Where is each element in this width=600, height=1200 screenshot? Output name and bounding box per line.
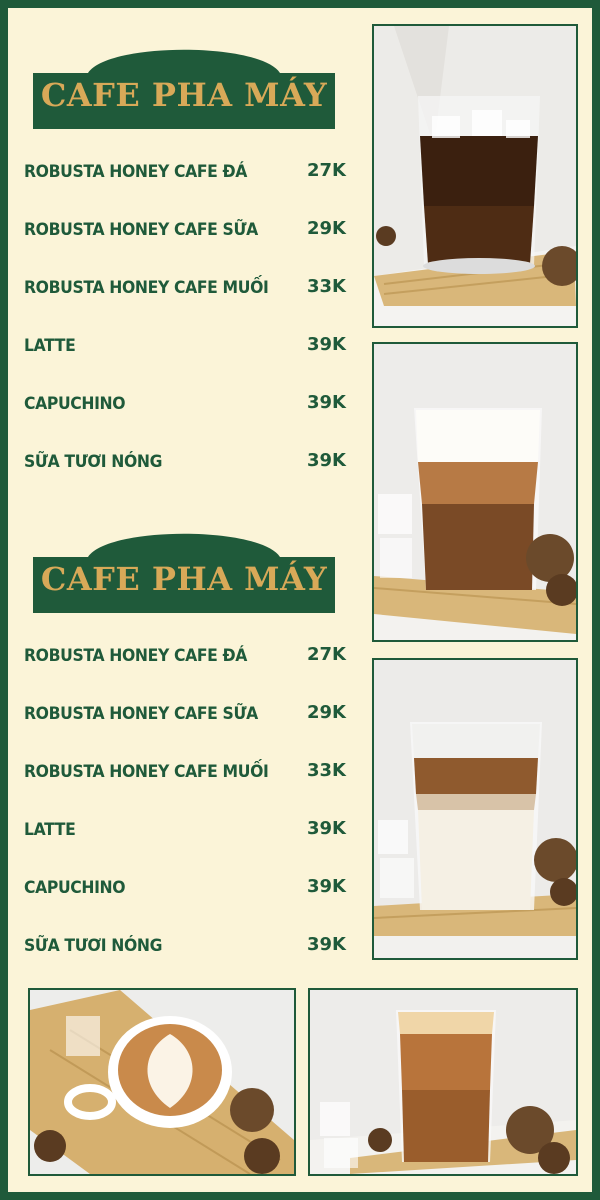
item-price: 39K <box>307 934 346 955</box>
menu-item <box>24 216 346 246</box>
item-name: ROBUSTA HONEY CAFE MUỐI <box>24 278 269 298</box>
section-title: CAFE PHA MÁY <box>40 560 328 598</box>
item-price: 39K <box>307 392 346 413</box>
menu-item <box>24 816 346 846</box>
menu-item <box>24 642 346 672</box>
item-name: ROBUSTA HONEY CAFE SỮA <box>24 220 258 240</box>
item-name: LATTE <box>24 820 76 840</box>
item-price: 39K <box>307 450 346 471</box>
item-name: ROBUSTA HONEY CAFE ĐÁ <box>24 646 248 666</box>
item-price: 39K <box>307 334 346 355</box>
menu-item <box>24 158 346 188</box>
item-price: 33K <box>307 760 346 781</box>
menu-item <box>24 390 346 420</box>
iced-milk-coffee-photo <box>372 342 578 642</box>
latte-art-photo <box>28 988 296 1176</box>
section-banner <box>24 514 344 620</box>
menu-item <box>24 332 346 362</box>
iced-milk-coffee-glass-icon <box>310 990 576 1174</box>
item-name: SỮA TƯƠI NÓNG <box>24 936 163 956</box>
item-price: 29K <box>307 218 346 239</box>
menu-item <box>24 700 346 730</box>
item-price: 27K <box>307 644 346 665</box>
section-title: CAFE PHA MÁY <box>40 76 328 114</box>
menu-item <box>24 932 346 962</box>
iced-layered-latte-glass-icon <box>374 660 576 958</box>
item-name: CAPUCHINO <box>24 878 126 898</box>
item-name: ROBUSTA HONEY CAFE SỮA <box>24 704 258 724</box>
menu-item <box>24 448 346 478</box>
item-name: ROBUSTA HONEY CAFE ĐÁ <box>24 162 248 182</box>
iced-layered-latte-photo <box>372 658 578 960</box>
iced-black-coffee-glass-icon <box>374 26 576 326</box>
section-banner <box>24 30 344 136</box>
item-price: 39K <box>307 818 346 839</box>
menu-item <box>24 274 346 304</box>
item-name: ROBUSTA HONEY CAFE MUỐI <box>24 762 269 782</box>
item-name: LATTE <box>24 336 76 356</box>
iced-milk-coffee-glass-icon <box>374 344 576 640</box>
item-price: 29K <box>307 702 346 723</box>
item-price: 33K <box>307 276 346 297</box>
item-price: 39K <box>307 876 346 897</box>
item-name: CAPUCHINO <box>24 394 126 414</box>
item-price: 27K <box>307 160 346 181</box>
menu-item <box>24 758 346 788</box>
menu-item <box>24 874 346 904</box>
iced-black-coffee-photo <box>372 24 578 328</box>
iced-milk-coffee-photo-2 <box>308 988 578 1176</box>
item-name: SỮA TƯƠI NÓNG <box>24 452 163 472</box>
latte-art-cup-icon <box>30 990 294 1174</box>
